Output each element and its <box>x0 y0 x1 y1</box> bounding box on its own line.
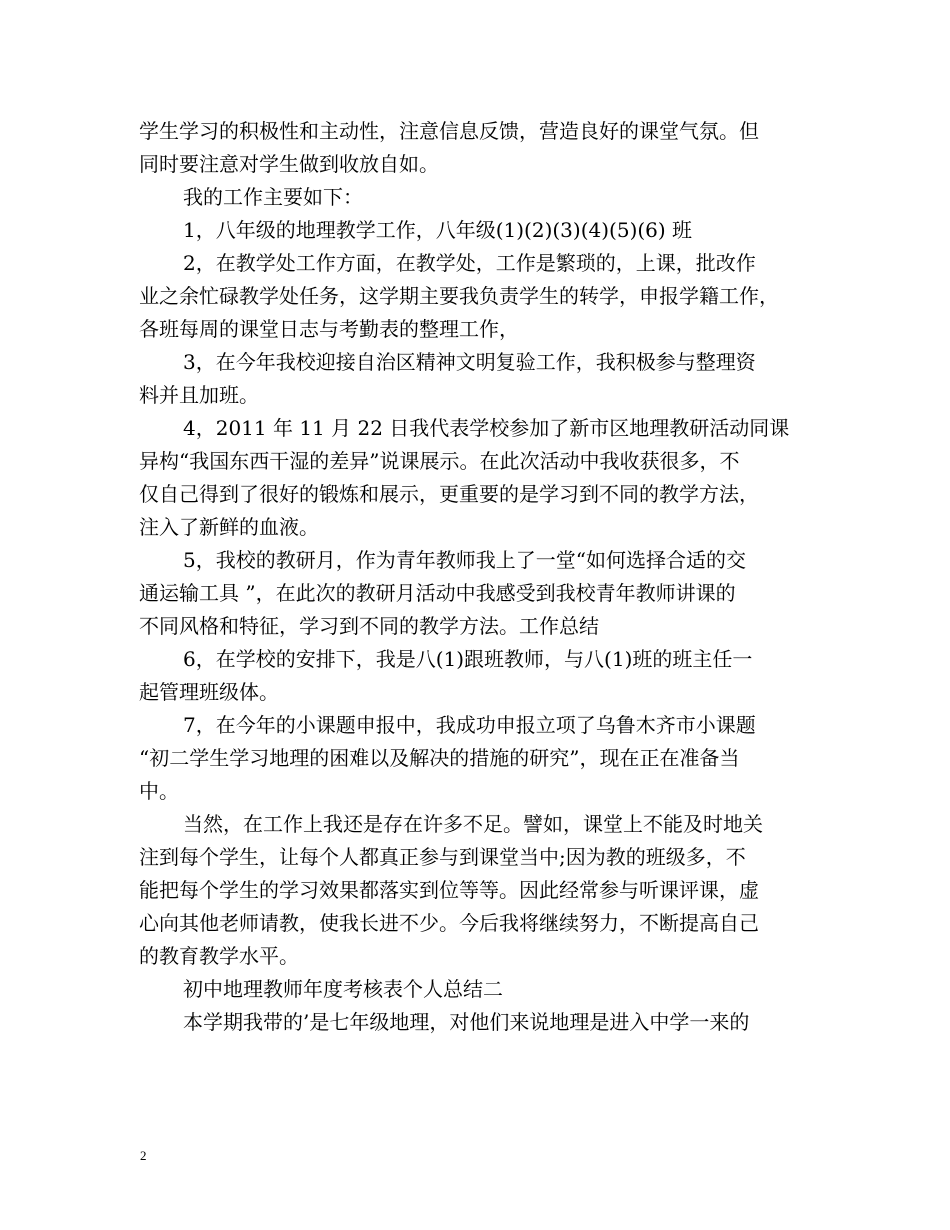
page-number: 2 <box>140 1148 147 1163</box>
text-line: 我的工作主要如下： <box>183 185 363 209</box>
text-line: 通运输工具 ”，在此次的教研月活动中我感受到我校青年教师讲课的 <box>139 581 736 605</box>
text-line: 心向其他老师请教，使我长进不少。今后我将继续努力，不断提高自己 <box>139 911 759 935</box>
text-line: 的教育教学水平。 <box>139 944 299 968</box>
text-line: 同时要注意对学生做到收放自如。 <box>139 152 439 176</box>
text-line: 当然，在工作上我还是存在许多不足。譬如，课堂上不能及时地关 <box>183 812 763 836</box>
text-line: 注入了新鲜的血液。 <box>139 515 319 539</box>
body-text <box>139 115 819 1039</box>
text-line: 3，在今年我校迎接自治区精神文明复验工作，我积极参与整理资 <box>183 350 756 374</box>
text-line: 不同风格和特征，学习到不同的教学方法。工作总结 <box>139 614 599 638</box>
text-line: 业之余忙碌教学处任务，这学期主要我负责学生的转学，申报学籍工作， <box>139 284 779 308</box>
text-line: 初中地理教师年度考核表个人总结二 <box>183 977 503 1001</box>
text-line: 能把每个学生的学习效果都落实到位等等。因此经常参与听课评课，虚 <box>139 878 759 902</box>
text-line: 仅自己得到了很好的锻炼和展示，更重要的是学习到不同的教学方法， <box>139 482 759 506</box>
text-line: 2，在教学处工作方面，在教学处，工作是繁琐的，上课，批改作 <box>183 251 756 275</box>
text-line: 4，2011 年 11 月 22 日我代表学校参加了新市区地理教研活动同课 <box>183 416 790 440</box>
text-line: 注到每个学生，让每个人都真正参与到课堂当中;因为教的班级多，不 <box>139 845 746 869</box>
text-line: 起管理班级体。 <box>139 680 279 704</box>
text-line: 中。 <box>139 779 179 803</box>
text-line: 异构“我国东西干湿的差异”说课展示。在此次活动中我收获很多，不 <box>139 449 740 473</box>
text-line: 料并且加班。 <box>139 383 259 407</box>
text-line: “初二学生学习地理的困难以及解决的措施的研究”，现在正在准备当 <box>139 746 740 770</box>
text-line: 本学期我带的’是七年级地理，对他们来说地理是进入中学一来的 <box>183 1010 750 1034</box>
text-line: 1，八年级的地理教学工作，八年级(1)(2)(3)(4)(5)(6) 班 <box>183 218 693 242</box>
text-line: 5，我校的教研月，作为青年教师我上了一堂“如何选择合适的交 <box>183 548 746 572</box>
text-line: 各班每周的课堂日志与考勤表的整理工作， <box>139 317 519 341</box>
text-line: 7，在今年的小课题申报中，我成功申报立项了乌鲁木齐市小课题 <box>183 713 756 737</box>
text-line: 学生学习的积极性和主动性，注意信息反馈，营造良好的课堂气氛。但 <box>139 119 759 143</box>
text-line: 6，在学校的安排下，我是八(1)跟班教师，与八(1)班的班主任一 <box>183 647 753 671</box>
